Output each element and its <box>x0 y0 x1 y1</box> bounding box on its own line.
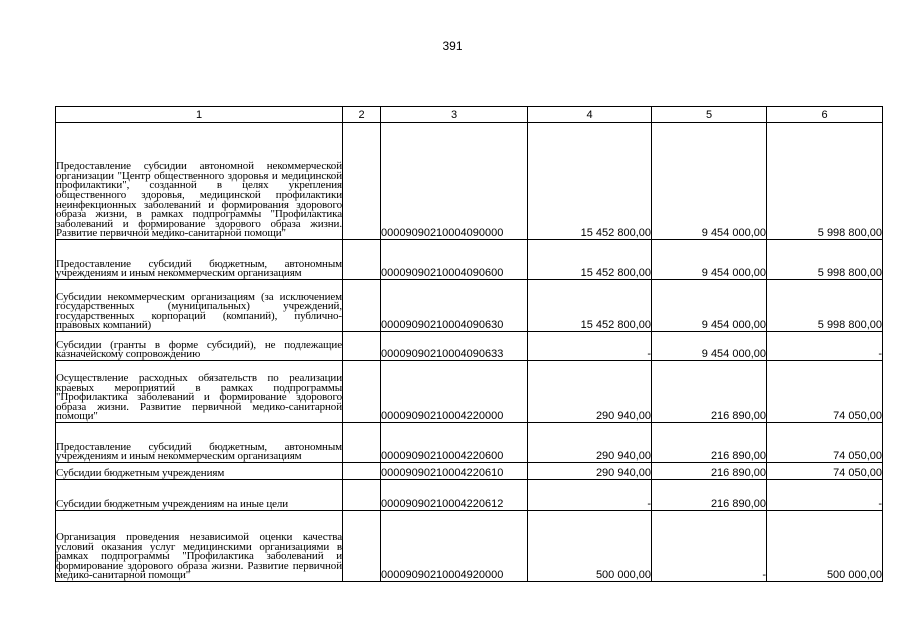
row-code: 00009090210004090633 <box>381 332 528 361</box>
column-header-5: 5 <box>652 107 767 123</box>
table-header-row <box>56 107 883 123</box>
row-value-col5: 216 890,00 <box>652 463 767 480</box>
row-col2 <box>343 463 381 480</box>
column-header-1: 1 <box>56 107 343 123</box>
row-value-col6: 5 998 800,00 <box>767 123 883 240</box>
row-value-col4: 500 000,00 <box>528 511 652 582</box>
row-col2 <box>343 511 381 582</box>
row-value-col4: - <box>528 332 652 361</box>
row-col2 <box>343 240 381 280</box>
row-value-col5: 9 454 000,00 <box>652 240 767 280</box>
table-row <box>56 463 883 480</box>
row-code: 00009090210004920000 <box>381 511 528 582</box>
column-header-2: 2 <box>343 107 381 123</box>
row-col2 <box>343 280 381 332</box>
row-value-col4: 15 452 800,00 <box>528 240 652 280</box>
row-description: Организация проведения независимой оценки качества условий оказания услуг медицинскими организациями в рамках подпрограммы "Профилактика заболеваний и формирование здорового образа жизни. Развитие первичной медико-санитарной помощи" <box>56 511 343 582</box>
column-header-6: 6 <box>767 107 883 123</box>
row-value-col5: 216 890,00 <box>652 480 767 511</box>
row-col2 <box>343 480 381 511</box>
row-value-col6: 74 050,00 <box>767 361 883 423</box>
row-value-col5: 9 454 000,00 <box>652 280 767 332</box>
row-value-col6: 74 050,00 <box>767 423 883 463</box>
row-value-col4: - <box>528 480 652 511</box>
row-value-col5: 216 890,00 <box>652 423 767 463</box>
row-description: Субсидии бюджетным учреждениям <box>56 463 343 480</box>
row-value-col4: 15 452 800,00 <box>528 123 652 240</box>
row-code: 00009090210004220600 <box>381 423 528 463</box>
row-code: 00009090210004090630 <box>381 280 528 332</box>
table-body <box>56 123 883 582</box>
page-number: 391 <box>442 39 463 53</box>
row-value-col5: 9 454 000,00 <box>652 332 767 361</box>
row-value-col4: 290 940,00 <box>528 361 652 423</box>
row-col2 <box>343 123 381 240</box>
row-code: 00009090210004090600 <box>381 240 528 280</box>
row-description: Субсидии бюджетным учреждениям на иные цели <box>56 480 343 511</box>
row-value-col4: 290 940,00 <box>528 423 652 463</box>
row-description: Субсидии некоммерческим организациям (за исключением государственных (муниципальных) учреждений, государственных корпораций (компаний), публично-правовых компаний) <box>56 280 343 332</box>
row-description: Предоставление субсидии автономной некоммерческой организации "Центр общественного здоровья и медицинской профилактики", созданной в целях укрепления общественного здоровья, медицинской профилактики неинфекционных заболеваний и формирования здорового образа жизни, в рамках подпрограммы "Профилактика заболеваний и формирование здорового образа жизни. Развитие первичной медико-санитарной помощи" <box>56 123 343 240</box>
table-row <box>56 280 883 332</box>
table-row <box>56 361 883 423</box>
column-header-4: 4 <box>528 107 652 123</box>
row-code: 00009090210004220612 <box>381 480 528 511</box>
column-header-3: 3 <box>381 107 528 123</box>
row-value-col5: 9 454 000,00 <box>652 123 767 240</box>
row-code: 00009090210004220610 <box>381 463 528 480</box>
row-col2 <box>343 332 381 361</box>
row-description: Предоставление субсидий бюджетным, автономным учреждениям и иным некоммерческим организациям <box>56 240 343 280</box>
table-row <box>56 240 883 280</box>
table-row <box>56 332 883 361</box>
budget-table <box>55 106 883 582</box>
table-row <box>56 480 883 511</box>
row-value-col5: 216 890,00 <box>652 361 767 423</box>
row-value-col6: 74 050,00 <box>767 463 883 480</box>
row-value-col6: - <box>767 332 883 361</box>
row-value-col4: 15 452 800,00 <box>528 280 652 332</box>
row-col2 <box>343 423 381 463</box>
row-code: 00009090210004220000 <box>381 361 528 423</box>
table-row <box>56 123 883 240</box>
row-value-col5: - <box>652 511 767 582</box>
row-value-col6: 500 000,00 <box>767 511 883 582</box>
row-col2 <box>343 361 381 423</box>
row-value-col4: 290 940,00 <box>528 463 652 480</box>
row-description: Предоставление субсидий бюджетным, автономным учреждениям и иным некоммерческим организациям <box>56 423 343 463</box>
row-value-col6: 5 998 800,00 <box>767 240 883 280</box>
row-code: 00009090210004090000 <box>381 123 528 240</box>
row-description: Осуществление расходных обязательств по реализации краевых мероприятий в рамках подпрограммы "Профилактика заболеваний и формирование здорового образа жизни. Развитие первичной медико-санитарной помощи" <box>56 361 343 423</box>
row-description: Субсидии (гранты в форме субсидий), не подлежащие казначейскому сопровождению <box>56 332 343 361</box>
row-value-col6: 5 998 800,00 <box>767 280 883 332</box>
row-value-col6: - <box>767 480 883 511</box>
table-row <box>56 511 883 582</box>
table-row <box>56 423 883 463</box>
